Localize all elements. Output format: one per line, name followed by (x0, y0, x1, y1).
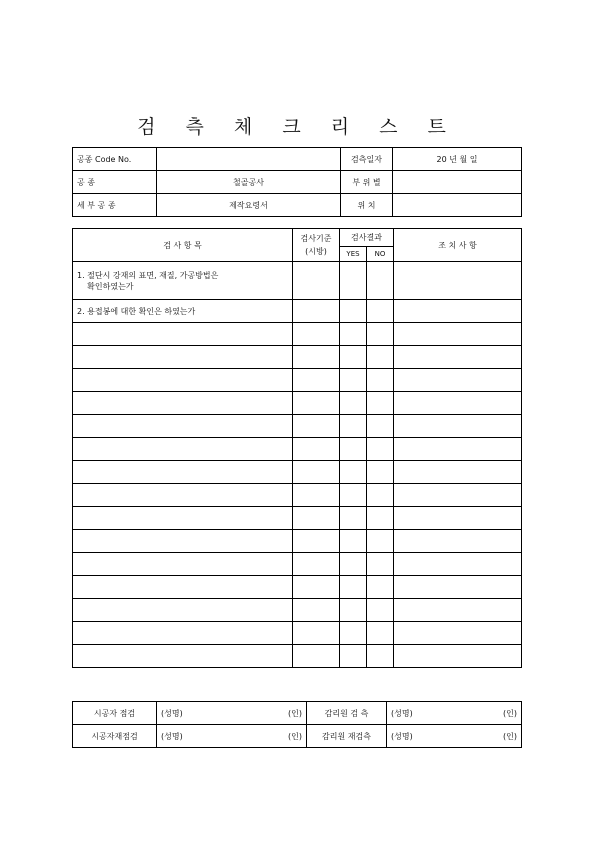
checklist-action[interactable] (394, 392, 522, 415)
checklist-no[interactable] (367, 323, 394, 346)
checklist-yes[interactable] (340, 599, 367, 622)
checklist-standard[interactable] (293, 369, 340, 392)
checklist-row (73, 530, 522, 553)
work-value[interactable]: 철골공사 (157, 171, 341, 194)
checklist-no[interactable] (367, 507, 394, 530)
contractor-check-sign[interactable] (157, 702, 307, 725)
checklist-item (73, 438, 293, 461)
contractor-recheck-seal: (인) (288, 731, 302, 741)
result-header: 검사결과 (340, 229, 394, 247)
checklist-row (73, 438, 522, 461)
item-header: 검 사 항 목 (73, 229, 293, 262)
part-label: 부 위 별 (341, 171, 393, 194)
checklist-yes[interactable] (340, 392, 367, 415)
checklist-action[interactable] (394, 300, 522, 323)
checklist-action[interactable] (394, 262, 522, 300)
detail-label: 세 부 공 종 (73, 194, 157, 217)
checklist-yes[interactable] (340, 553, 367, 576)
action-header: 조 치 사 항 (394, 229, 522, 262)
checklist-yes[interactable] (340, 346, 367, 369)
checklist-standard[interactable] (293, 484, 340, 507)
checklist-item: 1. 절단시 강재의 표면, 재질, 가공방법은 확인하였는가 (73, 262, 293, 300)
checklist-standard[interactable] (293, 645, 340, 668)
checklist-row (73, 392, 522, 415)
checklist-item (73, 484, 293, 507)
supervisor-inspect-sign[interactable] (387, 702, 522, 725)
checklist-no[interactable] (367, 415, 394, 438)
location-value[interactable] (393, 194, 522, 217)
checklist-no[interactable] (367, 461, 394, 484)
checklist-item (73, 530, 293, 553)
checklist-row (73, 645, 522, 668)
checklist-no[interactable] (367, 392, 394, 415)
checklist-yes[interactable] (340, 323, 367, 346)
part-value[interactable] (393, 171, 522, 194)
checklist-action[interactable] (394, 415, 522, 438)
supervisor-reinspect-sign[interactable] (387, 725, 522, 748)
checklist-standard[interactable] (293, 346, 340, 369)
checklist-yes[interactable] (340, 507, 367, 530)
checklist-item (73, 323, 293, 346)
checklist-no[interactable] (367, 576, 394, 599)
checklist-no[interactable] (367, 553, 394, 576)
info-table (72, 147, 522, 217)
checklist-action[interactable] (394, 622, 522, 645)
checklist-row (73, 415, 522, 438)
checklist-no[interactable] (367, 645, 394, 668)
checklist-row (73, 323, 522, 346)
supervisor-reinspect-label: 감리원 재검측 (307, 725, 387, 748)
checklist-item (73, 392, 293, 415)
signature-table (72, 701, 522, 748)
contractor-check-name: (성명) (161, 708, 183, 718)
checklist-standard[interactable] (293, 461, 340, 484)
yes-header: YES (340, 247, 367, 262)
checklist-yes[interactable] (340, 576, 367, 599)
contractor-recheck-name: (성명) (161, 731, 183, 741)
checklist-row (73, 300, 522, 323)
checklist-action[interactable] (394, 438, 522, 461)
checklist-no[interactable] (367, 369, 394, 392)
checklist-item (73, 622, 293, 645)
checklist-action[interactable] (394, 530, 522, 553)
supervisor-reinspect-seal: (인) (503, 731, 517, 741)
checklist-action[interactable] (394, 346, 522, 369)
checklist-standard[interactable] (293, 438, 340, 461)
checklist-no[interactable] (367, 484, 394, 507)
contractor-recheck-sign[interactable] (157, 725, 307, 748)
checklist-row (73, 553, 522, 576)
checklist-row (73, 507, 522, 530)
page-title: 검 측 체 크 리 스 트 (137, 116, 458, 138)
checklist-table (72, 228, 522, 668)
checklist-standard[interactable] (293, 392, 340, 415)
location-label: 위 치 (341, 194, 393, 217)
contractor-recheck-label: 시공자재점검 (73, 725, 157, 748)
detail-value[interactable]: 제작요령서 (157, 194, 341, 217)
checklist-yes[interactable] (340, 645, 367, 668)
checklist-item (73, 507, 293, 530)
standard-header (293, 229, 340, 262)
date-label: 검측일자 (341, 148, 393, 171)
checklist-row (73, 599, 522, 622)
code-label: 공종 Code No. (73, 148, 157, 171)
supervisor-reinspect-name: (성명) (391, 731, 413, 741)
standard-header-label: 검사기준 (300, 234, 332, 243)
code-value[interactable] (157, 148, 341, 171)
checklist-action[interactable] (394, 576, 522, 599)
supervisor-inspect-label: 감리원 검 측 (307, 702, 387, 725)
checklist-standard[interactable] (293, 553, 340, 576)
checklist-item (73, 415, 293, 438)
checklist-yes[interactable] (340, 262, 367, 300)
checklist-item (73, 461, 293, 484)
checklist-standard[interactable] (293, 262, 340, 300)
checklist-standard[interactable] (293, 300, 340, 323)
checklist-standard[interactable] (293, 622, 340, 645)
checklist-item: 2. 용접봉에 대한 확인은 하였는가 (73, 300, 293, 323)
contractor-check-seal: (인) (288, 708, 302, 718)
checklist-no[interactable] (367, 346, 394, 369)
checklist-yes[interactable] (340, 438, 367, 461)
checklist-standard[interactable] (293, 599, 340, 622)
checklist-row (73, 262, 522, 300)
checklist-row (73, 346, 522, 369)
supervisor-inspect-name: (성명) (391, 708, 413, 718)
date-value[interactable]: 20 년 월 일 (393, 148, 522, 171)
contractor-check-label: 시공자 점검 (73, 702, 157, 725)
checklist-row (73, 622, 522, 645)
checklist-action[interactable] (394, 645, 522, 668)
checklist-action[interactable] (394, 599, 522, 622)
checklist-no[interactable] (367, 262, 394, 300)
checklist-action[interactable] (394, 369, 522, 392)
checklist-item (73, 599, 293, 622)
checklist-no[interactable] (367, 599, 394, 622)
checklist-action[interactable] (394, 507, 522, 530)
checklist-no[interactable] (367, 300, 394, 323)
work-label: 공 종 (73, 171, 157, 194)
checklist-standard[interactable] (293, 576, 340, 599)
checklist-row (73, 461, 522, 484)
checklist-item (73, 645, 293, 668)
checklist-item (73, 553, 293, 576)
checklist-yes[interactable] (340, 415, 367, 438)
checklist-yes[interactable] (340, 369, 367, 392)
checklist-yes[interactable] (340, 530, 367, 553)
supervisor-inspect-seal: (인) (503, 708, 517, 718)
checklist-standard[interactable] (293, 507, 340, 530)
checklist-item (73, 346, 293, 369)
no-header: NO (367, 247, 394, 262)
checklist-row (73, 576, 522, 599)
checklist-row (73, 369, 522, 392)
checklist-no[interactable] (367, 622, 394, 645)
checklist-standard[interactable] (293, 415, 340, 438)
checklist-item (73, 576, 293, 599)
checklist-yes[interactable] (340, 300, 367, 323)
standard-header-sub: (시방) (305, 247, 327, 256)
checklist-standard[interactable] (293, 323, 340, 346)
checklist-action[interactable] (394, 484, 522, 507)
checklist-no[interactable] (367, 530, 394, 553)
checklist-yes[interactable] (340, 461, 367, 484)
checklist-standard[interactable] (293, 530, 340, 553)
checklist-item (73, 369, 293, 392)
checklist-yes[interactable] (340, 622, 367, 645)
checklist-action[interactable] (394, 461, 522, 484)
checklist-action[interactable] (394, 323, 522, 346)
checklist-row (73, 484, 522, 507)
checklist-action[interactable] (394, 553, 522, 576)
checklist-no[interactable] (367, 438, 394, 461)
checklist-yes[interactable] (340, 484, 367, 507)
